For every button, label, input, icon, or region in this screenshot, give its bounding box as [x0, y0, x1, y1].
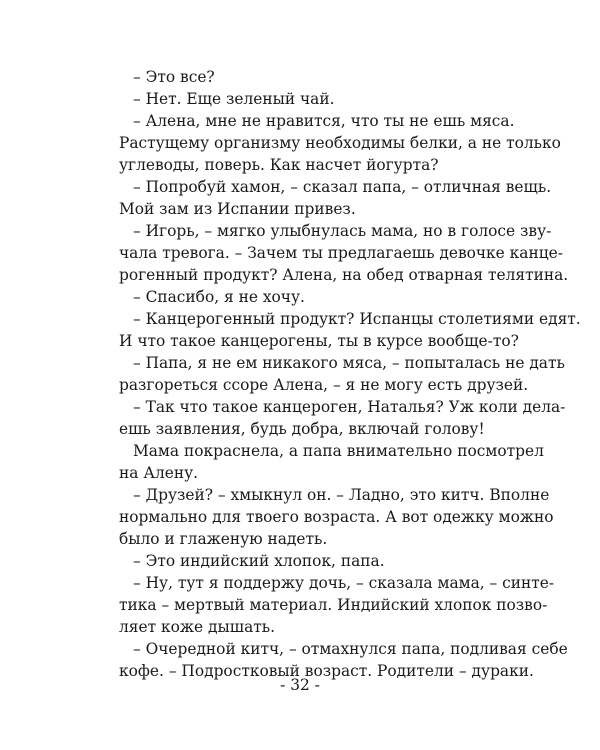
page-number: - 32 -: [280, 676, 320, 694]
text-line: кофе. – Подростковый возраст. Родители – дураки.: [119, 662, 534, 680]
text-line: – Это индийский хлопок, папа.: [133, 552, 385, 570]
text-line: И что такое канцерогены, ты в курсе вообще-то?: [119, 332, 519, 350]
text-line: Мама покраснела, а папа внимательно посмотрел: [133, 442, 544, 460]
text-line: углеводы, поверь. Как насчет йогурта?: [119, 156, 439, 174]
text-line: Растущему организму необходимы белки, а не только: [119, 134, 561, 152]
text-line: – Так что такое канцероген, Наталья? Уж коли дела-: [133, 398, 566, 416]
text-line: – Канцерогенный продукт? Испанцы столетиями едят.: [133, 310, 581, 328]
text-line: – Папа, я не ем никакого мяса, – попыталась не дать: [133, 354, 565, 372]
text-line: Мой зам из Испании привез.: [119, 200, 356, 218]
text-line: – Нет. Еще зеленый чай.: [133, 90, 335, 108]
text-line: разгореться ссоре Алена, – я не могу есть друзей.: [119, 376, 529, 394]
text-line: рогенный продукт? Алена, на обед отварная телятина.: [119, 266, 569, 284]
text-line: – Друзей? – хмыкнул он. – Ладно, это китч. Вполне: [133, 486, 550, 504]
text-line: ешь заявления, будь добра, включай голову!: [119, 420, 485, 438]
text-line: – Очередной китч, – отмахнулся папа, подливая себе: [133, 640, 568, 658]
text-line: тика – мертвый материал. Индийский хлопок позво-: [119, 596, 548, 614]
text-line: – Ну, тут я поддержу дочь, – сказала мама, – синте-: [133, 574, 555, 592]
text-line: нормально для твоего возраста. А вот одежку можно: [119, 508, 554, 526]
text-line: ляет коже дышать.: [119, 618, 276, 636]
body-text: [119, 66, 581, 682]
text-line: – Попробуй хамон, – сказал папа, – отличная вещь.: [133, 178, 552, 196]
text-line: было и глаженую надеть.: [119, 530, 328, 548]
text-line: – Игорь, – мягко улыбнулась мама, но в голосе зву-: [133, 222, 552, 240]
text-line: – Это все?: [133, 68, 215, 86]
text-line: – Спасибо, я не хочу.: [133, 288, 305, 306]
text-line: на Алену.: [119, 464, 199, 482]
text-line: – Алена, мне не нравится, что ты не ешь мяса.: [133, 112, 515, 130]
text-line: чала тревога. – Зачем ты предлагаешь девочке канце-: [119, 244, 563, 262]
